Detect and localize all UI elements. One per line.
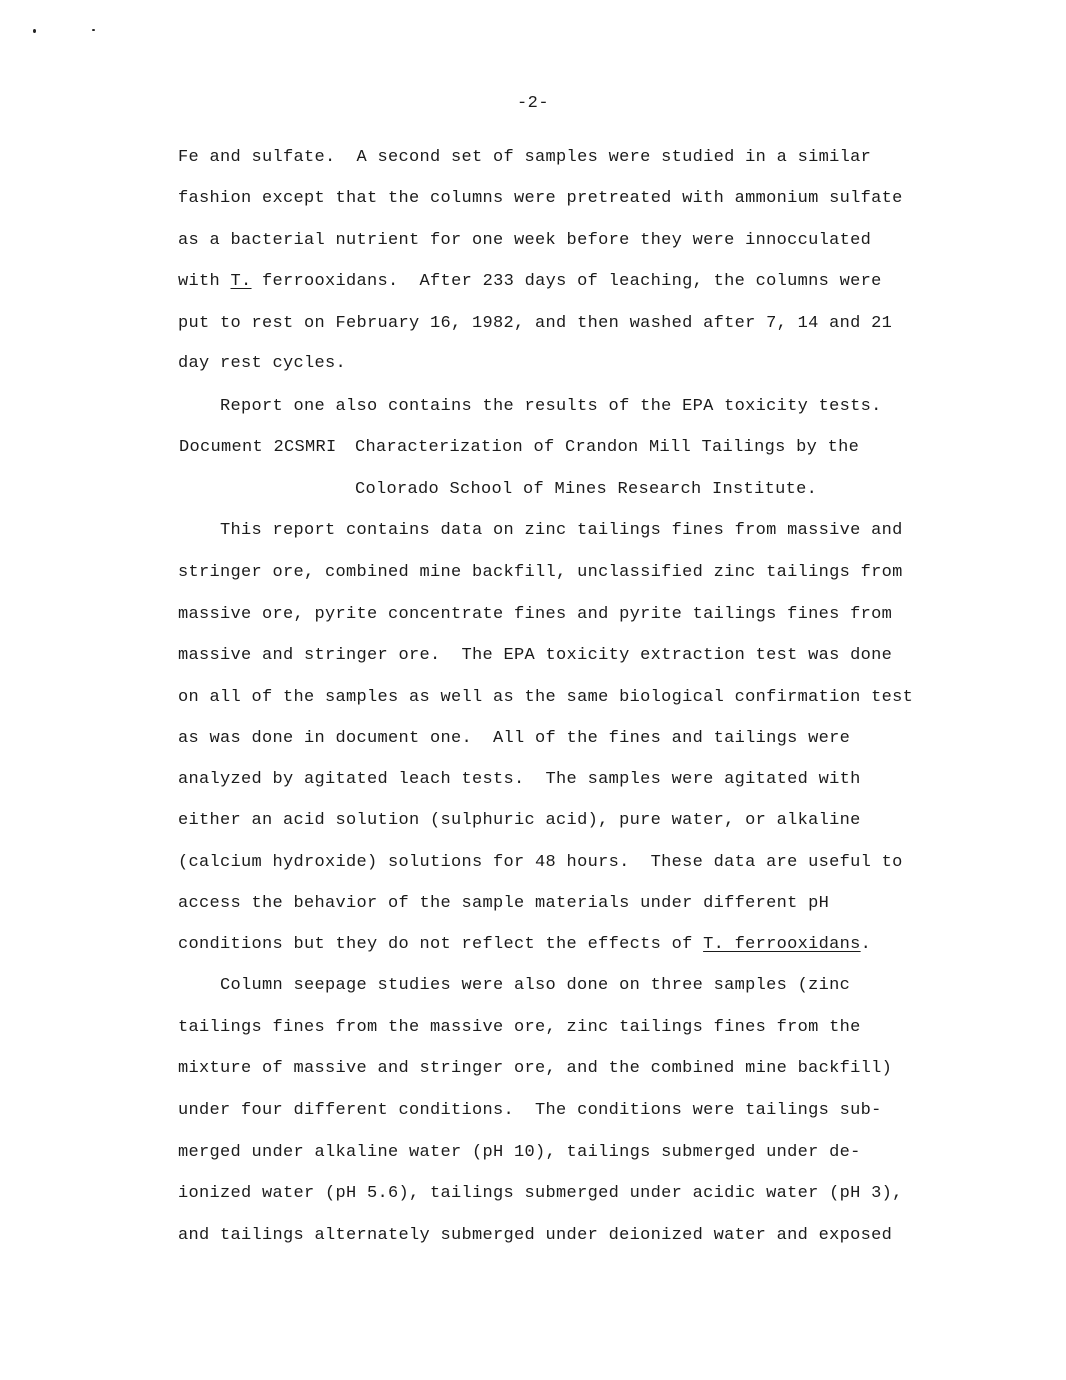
text-line: analyzed by agitated leach tests. The samples were agitated with xyxy=(178,770,861,789)
text-line: access the behavior of the sample materials under different pH xyxy=(178,894,830,913)
underlined-species-abbrev: T. xyxy=(230,272,252,291)
text-line: massive ore, pyrite concentrate fines and pyrite tailings fines from xyxy=(178,605,893,624)
text-line: merged under alkaline water (pH 10), tailings submerged under de- xyxy=(178,1143,861,1162)
text-line: under four different conditions. The conditions were tailings sub- xyxy=(178,1101,882,1120)
text-line: mixture of massive and stringer ore, and the combined mine backfill) xyxy=(178,1059,893,1078)
text-fragment: conditions but they do not reflect the effects of xyxy=(178,935,704,954)
text-line: day rest cycles. xyxy=(178,354,347,373)
scan-speck xyxy=(33,29,36,33)
text-line: as was done in document one. All of the fines and tailings were xyxy=(178,729,851,748)
text-line: either an acid solution (sulphuric acid), pure water, or alkaline xyxy=(178,811,861,830)
text-line: and tailings alternately submerged under deionized water and exposed xyxy=(178,1226,893,1245)
document-title: Characterization of Crandon Mill Tailings by the xyxy=(355,438,860,457)
underlined-species-name: T. ferrooxidans xyxy=(703,935,861,954)
text-fragment: . xyxy=(860,935,872,954)
text-line: (calcium hydroxide) solutions for 48 hours. These data are useful to xyxy=(178,853,903,872)
text-line: Fe and sulfate. A second set of samples were studied in a similar xyxy=(178,148,872,167)
page-number: -2- xyxy=(516,94,550,113)
text-line: on all of the samples as well as the same biological confirmation test xyxy=(178,688,914,707)
text-fragment: ferrooxidans. After 233 days of leaching, the columns were xyxy=(251,272,882,291)
text-line: as a bacterial nutrient for one week before they were innocculated xyxy=(178,231,872,250)
text-line: Column seepage studies were also done on three samples (zinc xyxy=(220,976,851,995)
text-line: stringer ore, combined mine backfill, unclassified zinc tailings from xyxy=(178,563,903,582)
document-label: Document 2CSMRI xyxy=(179,438,337,457)
text-fragment: with xyxy=(178,272,231,291)
text-line: tailings fines from the massive ore, zinc tailings fines from the xyxy=(178,1018,861,1037)
text-line xyxy=(178,271,882,293)
document-title: Colorado School of Mines Research Institute. xyxy=(355,480,818,499)
text-line: Report one also contains the results of the EPA toxicity tests. xyxy=(220,397,882,416)
text-line: massive and stringer ore. The EPA toxicity extraction test was done xyxy=(178,646,893,665)
text-line: ionized water (pH 5.6), tailings submerged under acidic water (pH 3), xyxy=(178,1184,903,1203)
text-line: This report contains data on zinc tailings fines from massive and xyxy=(220,521,903,540)
text-line: fashion except that the columns were pretreated with ammonium sulfate xyxy=(178,189,903,208)
text-line: put to rest on February 16, 1982, and then washed after 7, 14 and 21 xyxy=(178,314,893,333)
scan-speck xyxy=(92,29,95,31)
text-line xyxy=(178,934,871,956)
